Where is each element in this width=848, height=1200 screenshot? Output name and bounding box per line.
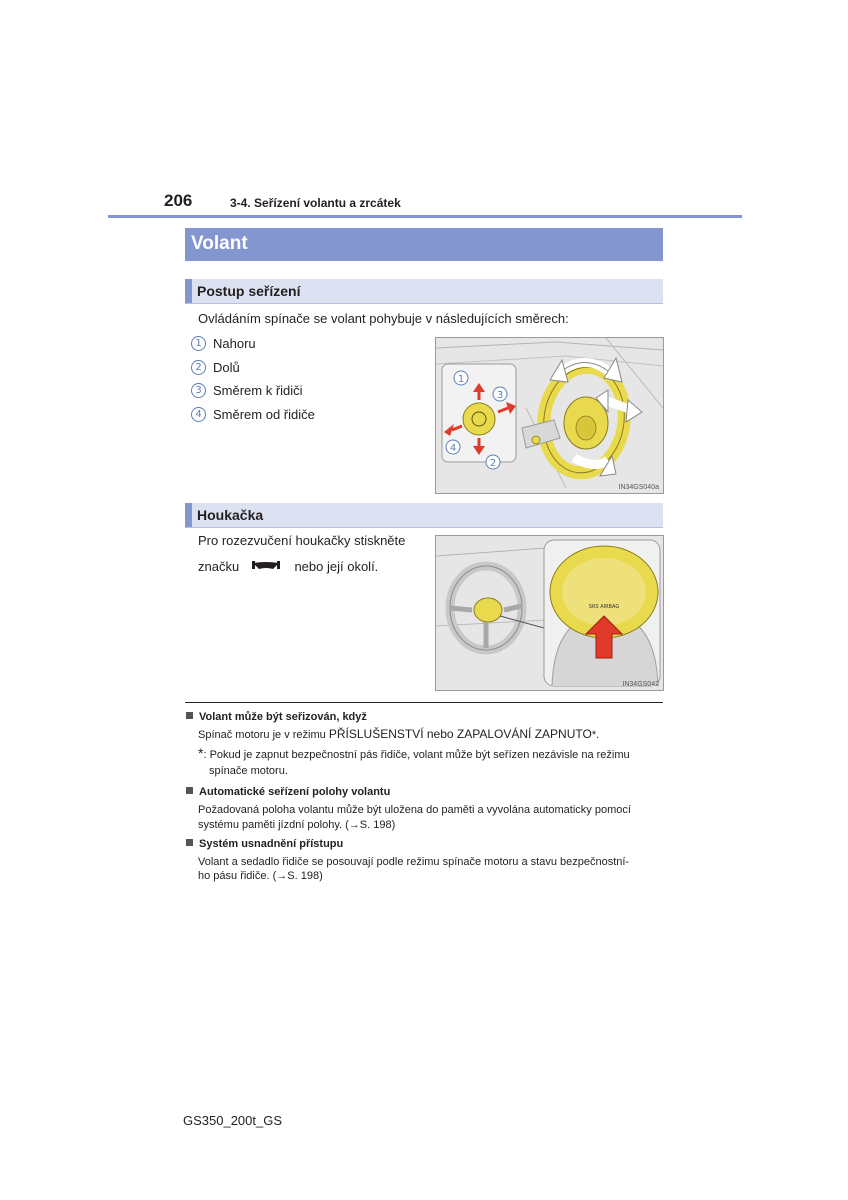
svg-text:2: 2 xyxy=(489,458,497,469)
step-label: Nahoru xyxy=(213,336,256,352)
horn-text-line2 xyxy=(198,559,378,576)
page-title-bar xyxy=(185,228,663,261)
horn-text-line1 xyxy=(198,533,424,548)
step-number: 4 xyxy=(191,407,206,422)
note-text: Volant a sedadlo řidiče se posouvají podle režimu spínače motoru a stavu bezpečnostní- xyxy=(198,856,630,868)
footnote-text: : Pokud je zapnut bezpečnostní pás řidiče, volant může být seřízen nezávisle na režimu xyxy=(203,749,630,761)
step-item xyxy=(191,359,240,375)
section-heading-horn xyxy=(185,503,663,528)
note-text-suffix: *. xyxy=(591,729,600,741)
footnote-mark: * xyxy=(198,745,204,761)
square-bullet-icon xyxy=(186,839,193,846)
section-heading-adjust xyxy=(185,279,663,304)
note-heading-text: Systém usnadnění přístupu xyxy=(199,838,344,850)
header-rule xyxy=(108,215,742,218)
footnote-continued: spínače motoru. xyxy=(209,765,288,777)
airbag-label: SRS AIRBAG xyxy=(588,604,620,610)
figure-code: IN34GS040a xyxy=(618,484,659,491)
svg-text:1: 1 xyxy=(457,374,465,385)
chapter-heading: 3-4. Seřízení volantu a zrcátek xyxy=(230,196,401,210)
section-title: Houkačka xyxy=(197,507,264,523)
horn-illustration xyxy=(435,535,664,691)
step-label: Dolů xyxy=(213,360,240,376)
note-text: Požadovaná poloha volantu může být uložena do paměti a vyvolána automaticky pomocí xyxy=(198,804,631,816)
step-number: 1 xyxy=(191,336,206,351)
note-text: systému paměti jízdní polohy. (→S. 198) xyxy=(198,819,396,831)
model-code: GS350_200t_GS xyxy=(183,1113,283,1128)
figure-code: IN34GS042 xyxy=(622,681,659,688)
note-heading xyxy=(186,786,390,798)
square-bullet-icon xyxy=(186,787,193,794)
note-heading xyxy=(186,838,343,850)
note-text: ho pásu řidiče. (→S. 198) xyxy=(198,870,323,882)
note-heading xyxy=(186,711,367,723)
step-label: Směrem od řidiče xyxy=(213,407,315,423)
note-heading-text: Automatické seřízení polohy volantu xyxy=(199,786,391,798)
square-bullet-icon xyxy=(186,712,193,719)
note-text xyxy=(198,727,660,743)
svg-text:4: 4 xyxy=(449,443,457,454)
horn-symbol-icon xyxy=(251,559,281,576)
horn-text: Pro rozezvučení houkačky stiskněte xyxy=(198,533,406,548)
steering-adjust-drawing xyxy=(436,338,663,493)
horn-text-after: nebo její okolí. xyxy=(294,559,379,574)
note-text-part: Spínač motoru je v režimu xyxy=(198,729,329,741)
svg-text:3: 3 xyxy=(496,390,504,401)
step-item xyxy=(191,335,256,351)
horn-drawing xyxy=(436,536,663,690)
steering-adjust-illustration xyxy=(435,337,664,494)
footnote xyxy=(198,746,660,763)
note-heading-text: Volant může být seřizován, když xyxy=(199,711,367,723)
step-number: 3 xyxy=(191,383,206,398)
section-title: Postup seřízení xyxy=(197,283,301,299)
adjust-intro: Ovládáním spínače se volant pohybuje v následujících směrech: xyxy=(198,311,569,326)
notes-divider xyxy=(185,702,663,703)
step-item xyxy=(191,382,303,398)
page-title: Volant xyxy=(191,233,248,254)
step-label: Směrem k řidiči xyxy=(213,383,303,399)
horn-text-word: značku xyxy=(198,559,240,574)
page-number: 206 xyxy=(164,191,193,210)
note-text-caps: PŘÍSLUŠENSTVÍ nebo ZAPALOVÁNÍ ZAPNUTO xyxy=(328,727,592,741)
step-number: 2 xyxy=(191,360,206,375)
step-item xyxy=(191,406,315,422)
